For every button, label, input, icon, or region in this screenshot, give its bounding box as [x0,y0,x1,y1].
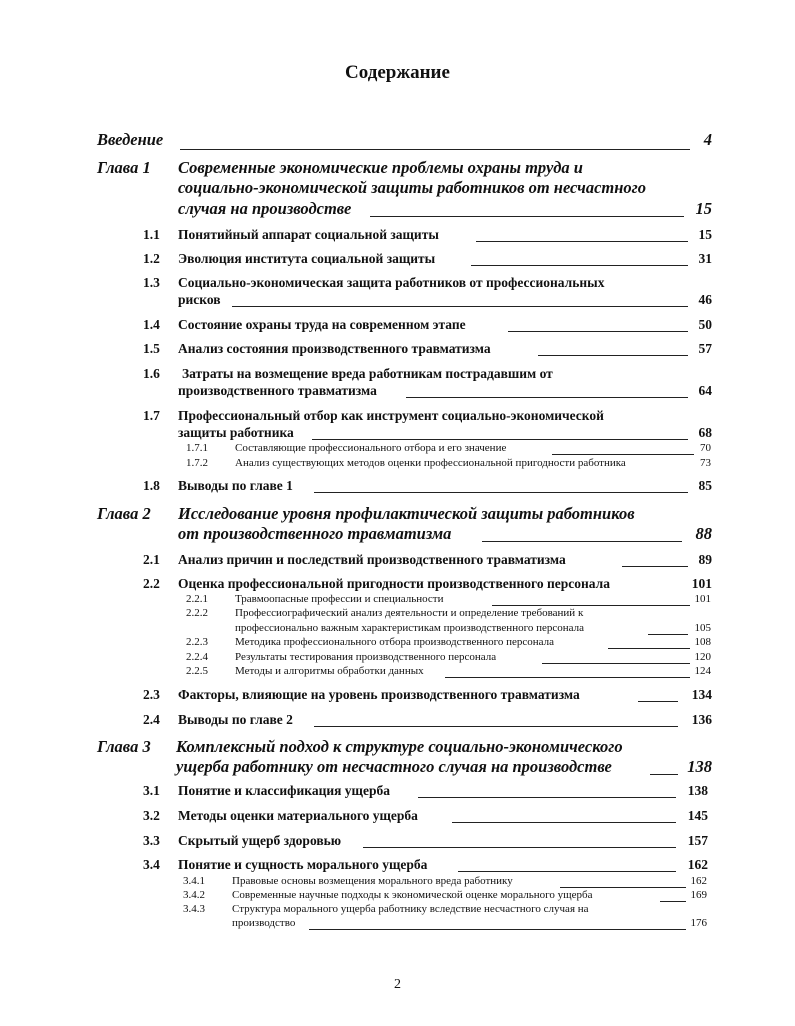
chapter-1-title-line1: Современные экономические проблемы охраны труда и [178,158,583,177]
chapter-1-title-line2: социально-экономической защиты работников от несчастного [178,178,646,197]
section-1-6-page: 64 [698,383,712,398]
chapter-2-number: Глава 2 [97,504,151,523]
section-3-4-title: Понятие и сущность морального ущерба [178,857,428,872]
section-1-6-number: 1.6 [143,366,160,381]
section-2-3-number: 2.3 [143,687,160,702]
subsection-1-7-1-number: 1.7.1 [186,442,208,454]
chapter-2-title-line2: от производственного травматизма [178,524,452,543]
section-1-7-page: 68 [698,425,712,440]
subsection-2-2-5-title: Методы и алгоритмы обработки данных [235,665,424,677]
section-1-4-page: 50 [698,317,712,332]
subsection-3-4-1-number: 3.4.1 [183,875,205,887]
subsection-3-4-1-title: Правовые основы возмещения морального вреда работнику [232,875,513,887]
section-1-1-page: 15 [698,227,712,242]
chapter-1-page: 15 [695,199,712,218]
leader-line [648,634,688,635]
section-3-3-page: 157 [687,833,708,848]
section-2-2-page: 101 [691,576,712,591]
leader-line [314,726,678,727]
section-3-1-page: 138 [687,783,708,798]
subsection-2-2-4-title: Результаты тестирования производственного персонала [235,651,497,663]
leader-line [471,265,688,266]
section-2-4-page: 136 [691,712,712,727]
subsection-2-2-2-number: 2.2.2 [186,607,208,619]
chapter-2-title-line1: Исследование уровня профилактической защиты работников [178,504,635,523]
section-1-6-title-line2: производственного травматизма [178,383,377,398]
section-1-1-title: Понятийный аппарат социальной защиты [178,227,439,242]
subsection-2-2-3-page: 108 [694,636,711,648]
subsection-2-2-1-page: 101 [694,593,711,605]
chapter-3-number: Глава 3 [97,737,151,756]
section-1-1-number: 1.1 [143,227,160,242]
subsection-3-4-3-number: 3.4.3 [183,903,205,915]
leader-line [180,149,690,150]
chapter-1-title-line3: случая на производстве [178,199,352,218]
subsection-3-4-3-page: 176 [690,917,707,929]
leader-line [452,822,676,823]
section-1-8-page: 85 [698,478,712,493]
subsection-2-2-1-title: Травмоопасные профессии и специальности [235,593,444,605]
leader-line [370,216,684,217]
subsection-2-2-1-number: 2.2.1 [186,593,208,605]
subsection-1-7-2-page: 73 [700,457,711,469]
subsection-3-4-3-title-line1: Структура морального ущерба работнику вследствие несчастного случая на [232,903,589,915]
subsection-1-7-1-page: 70 [700,442,711,454]
subsection-2-2-2-page: 105 [694,622,711,634]
leader-line [458,871,676,872]
subsection-2-2-2-title-line2: профессионально важным характеристикам производственного персонала [235,622,584,634]
section-1-7-title-line1: Профессиональный отбор как инструмент социально-экономической [178,408,604,423]
page-number: 2 [394,977,401,992]
section-1-7-title-line2: защиты работника [178,425,294,440]
section-1-4-title: Состояние охраны труда на современном этапе [178,317,466,332]
leader-line [608,648,690,649]
chapter-1-number: Глава 1 [97,158,151,177]
subsection-2-2-4-number: 2.2.4 [186,651,208,663]
section-1-2-page: 31 [698,251,712,266]
leader-line [542,663,690,664]
section-3-2-number: 3.2 [143,808,160,823]
section-2-2-number: 2.2 [143,576,160,591]
subsection-3-4-2-number: 3.4.2 [183,889,205,901]
leader-line [476,241,688,242]
section-1-5-title: Анализ состояния производственного травматизма [178,341,491,356]
subsection-3-4-3-title-line2: производство [232,917,296,929]
leader-line [660,901,686,902]
section-1-5-number: 1.5 [143,341,160,356]
leader-line [445,677,690,678]
leader-line [418,797,676,798]
section-1-3-title-line2: рисков [178,292,221,307]
intro-page: 4 [703,130,712,149]
section-3-1-title: Понятие и классификация ущерба [178,783,390,798]
section-3-4-page: 162 [687,857,708,872]
section-3-3-number: 3.3 [143,833,160,848]
leader-line [309,929,686,930]
section-1-4-number: 1.4 [143,317,160,332]
section-3-1-number: 3.1 [143,783,160,798]
section-2-1-title: Анализ причин и последствий производственного травматизма [178,552,566,567]
section-1-3-number: 1.3 [143,275,160,290]
chapter-2-page: 88 [695,524,712,543]
section-1-5-page: 57 [698,341,712,356]
section-3-2-title: Методы оценки материального ущерба [178,808,418,823]
subsection-2-2-3-number: 2.2.3 [186,636,208,648]
section-3-3-title: Скрытый ущерб здоровью [178,833,342,848]
leader-line [552,454,694,455]
chapter-3-title-line1: Комплексный подход к структуре социально-экономического [176,737,623,756]
subsection-3-4-1-page: 162 [690,875,707,887]
section-1-8-number: 1.8 [143,478,160,493]
section-3-2-page: 145 [687,808,708,823]
section-1-8-title: Выводы по главе 1 [178,478,293,493]
section-2-4-number: 2.4 [143,712,160,727]
intro-label: Введение [97,130,164,149]
chapter-3-page: 138 [687,757,712,776]
page-title: Содержание [345,62,450,83]
subsection-1-7-2-title: Анализ существующих методов оценки профессиональной пригодности работника [235,457,626,469]
leader-line [482,541,682,542]
subsection-1-7-1-title: Составляющие профессионального отбора и его значение [235,442,507,454]
section-2-4-title: Выводы по главе 2 [178,712,293,727]
section-3-4-number: 3.4 [143,857,160,872]
section-2-3-title: Факторы, влияющие на уровень производственного травматизма [178,687,580,702]
subsection-3-4-2-page: 169 [690,889,707,901]
leader-line [363,847,676,848]
subsection-3-4-2-title: Современные научные подходы к экономической оценке морального ущерба [232,889,593,901]
section-2-3-page: 134 [691,687,712,702]
section-2-2-title: Оценка профессиональной пригодности производственного персонала [178,576,610,591]
subsection-1-7-2-number: 1.7.2 [186,457,208,469]
leader-line [314,492,688,493]
subsection-2-2-3-title: Методика профессионального отбора производственного персонала [235,636,554,648]
leader-line [312,439,688,440]
section-1-3-title-line1: Социально-экономическая защита работников от профессиональных [178,275,605,290]
section-1-7-number: 1.7 [143,408,160,423]
section-1-2-title: Эволюция института социальной защиты [178,251,436,266]
subsection-2-2-2-title-line1: Профессиографический анализ деятельности и определение требований к [235,607,584,619]
leader-line [560,887,686,888]
section-1-2-number: 1.2 [143,251,160,266]
leader-line [232,306,688,307]
subsection-2-2-4-page: 120 [694,651,711,663]
section-2-1-number: 2.1 [143,552,160,567]
leader-line [406,397,688,398]
leader-line [492,605,690,606]
subsection-2-2-5-number: 2.2.5 [186,665,208,677]
section-1-3-page: 46 [698,292,712,307]
section-1-6-title-line1: Затраты на возмещение вреда работникам пострадавшим от [182,366,553,381]
chapter-3-title-line2: ущерба работнику от несчастного случая на производстве [176,757,612,776]
section-2-1-page: 89 [698,552,712,567]
subsection-2-2-5-page: 124 [694,665,711,677]
